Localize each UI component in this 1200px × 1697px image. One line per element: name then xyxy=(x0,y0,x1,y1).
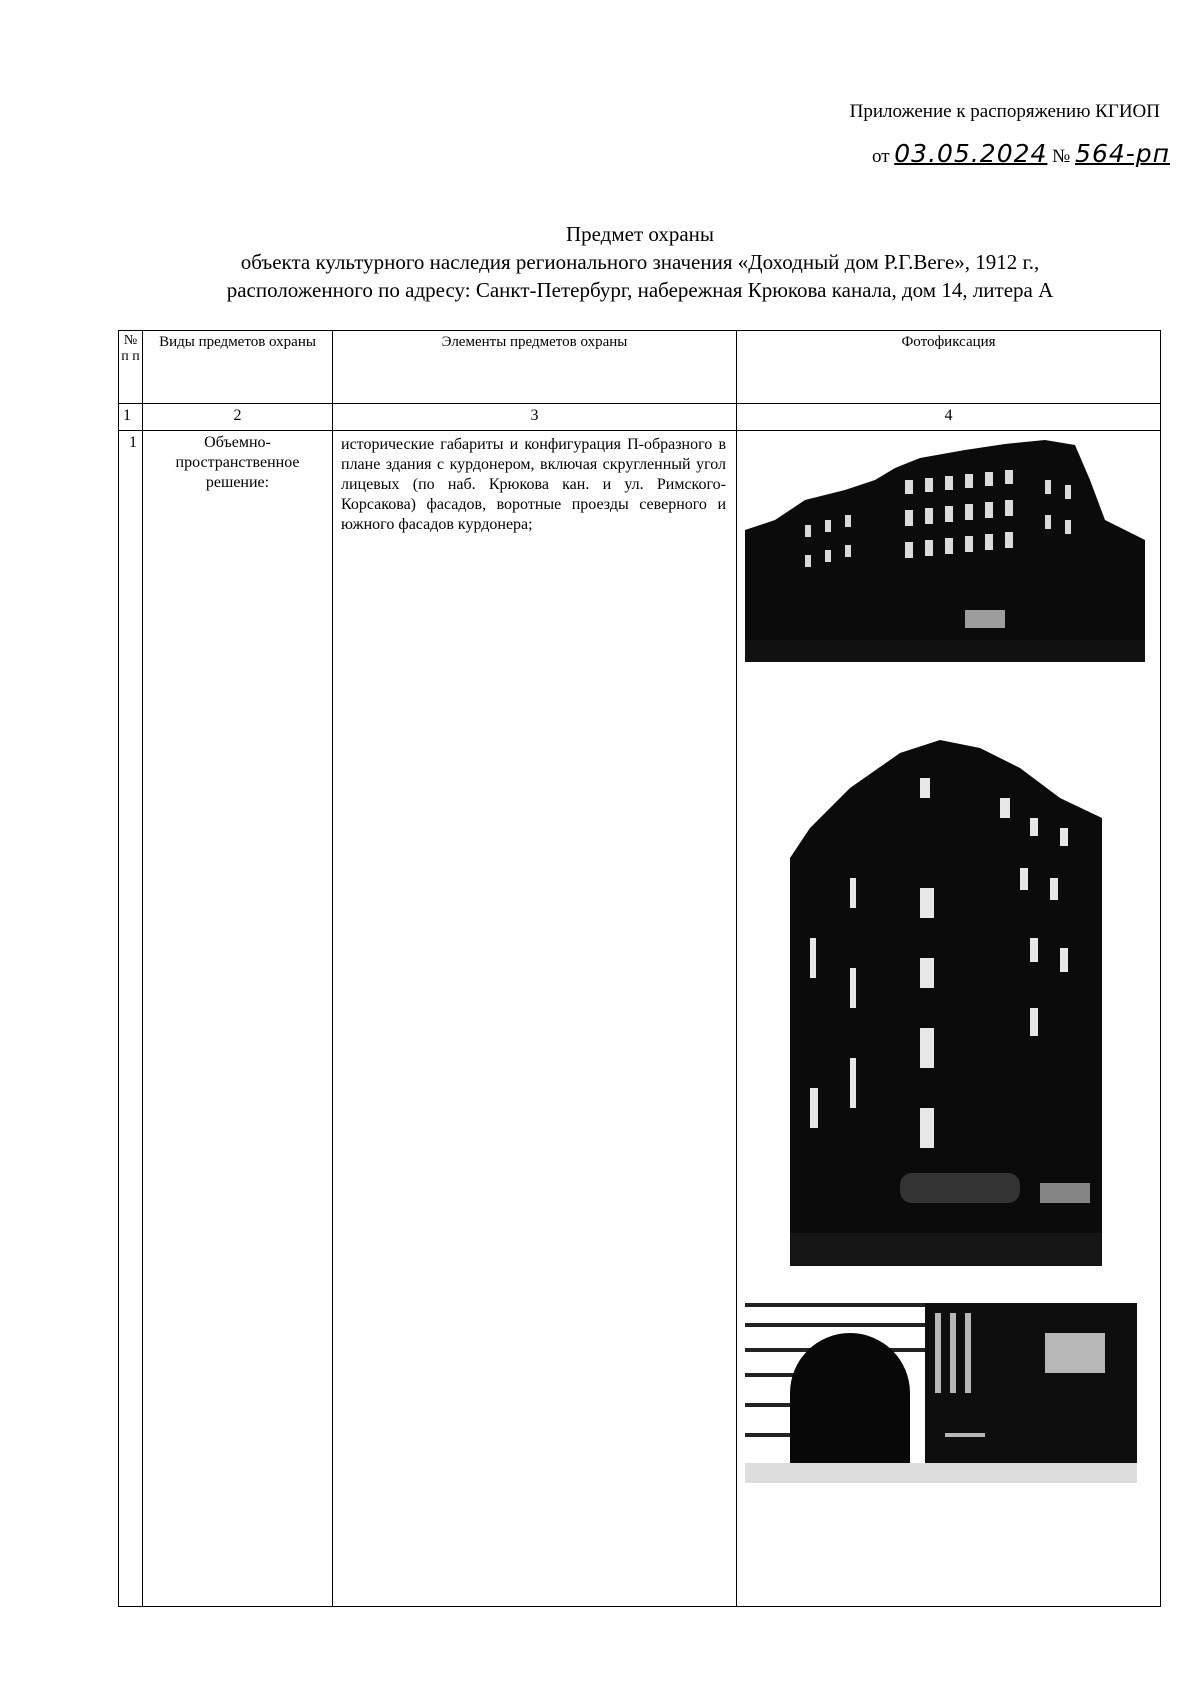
date-prefix: от xyxy=(871,146,890,167)
header-elements: Элементы предметов охраны xyxy=(333,331,737,404)
title-line-1: Предмет охраны xyxy=(565,222,715,246)
index-cell-4: 4 xyxy=(737,404,1161,431)
photo-rounded-corner xyxy=(790,738,1102,1266)
row-number: 1 xyxy=(119,431,143,1607)
order-number: 564-рп xyxy=(1075,139,1170,168)
document-title xyxy=(120,220,1160,304)
number-prefix: № xyxy=(1052,146,1071,167)
order-reference xyxy=(790,140,1170,171)
appendix-label: Приложение к распоряжению КГИОП xyxy=(849,101,1160,122)
photo-gate-arch xyxy=(745,1303,1137,1483)
photo-building-street-view xyxy=(745,440,1145,662)
title-line-2: объекта культурного наследия регионального значения «Доходный дом Р.Г.Веге», 1912 г., xyxy=(240,250,1040,274)
header-photo: Фотофиксация xyxy=(737,331,1161,404)
index-cell-1: 1 xyxy=(119,404,143,431)
order-date: 03.05.2024 xyxy=(894,139,1048,168)
header-types: Виды предметов охраны xyxy=(143,331,333,404)
index-cell-2: 2 xyxy=(143,404,333,431)
row-type: Объемно-пространственное решение: xyxy=(143,431,333,1607)
header-number: № п п xyxy=(119,331,143,404)
index-cell-3: 3 xyxy=(333,404,737,431)
title-line-3: расположенного по адресу: Санкт-Петербург, набережная Крюкова канала, дом 14, литера А xyxy=(226,278,1054,302)
row-elements: исторические габариты и конфигурация П-образного в плане здания с курдонером, включая скругленный угол лицевых (по наб. Крюкова кан. и ул. Римского-Корсакова) фасадов, воротные проезды северного и южного фасадов курдонера; xyxy=(333,431,737,1607)
